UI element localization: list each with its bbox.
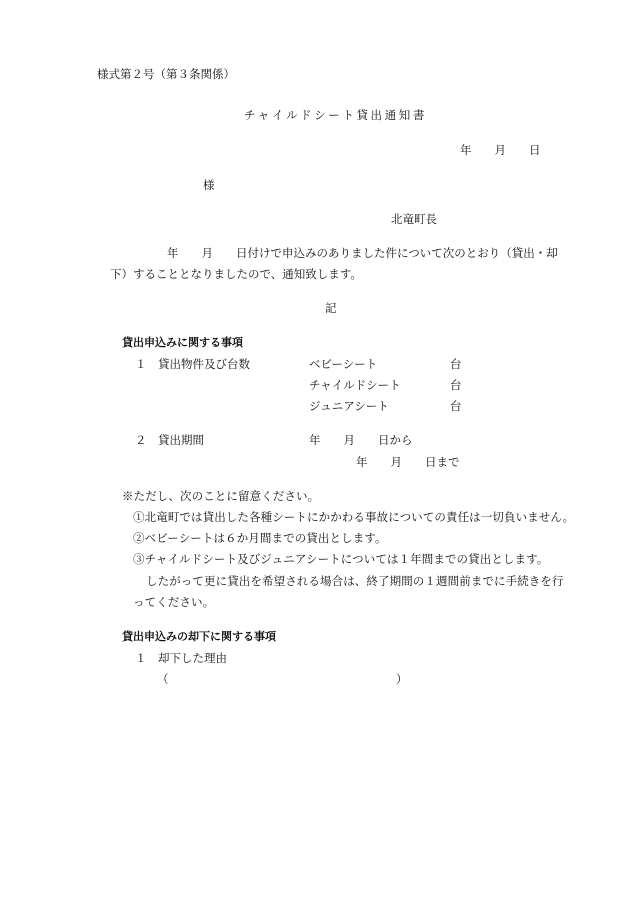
seat-unit-baby: 台	[450, 357, 462, 371]
paren-open: （	[157, 672, 169, 686]
note-3-continued-1: したがって更に貸出を希望される場合は、終了期間の１週間前までに手続きを行	[146, 574, 564, 588]
note-3: ③チャイルドシート及びジュニアシートについては１年間までの貸出とします。	[133, 552, 549, 566]
body-line-2: 下）することとなりましたので、通知致します。	[110, 267, 362, 281]
section2-heading: 貸出申込みの却下に関する事項	[122, 630, 276, 643]
item1-label: １ 貸出物件及び台数	[135, 357, 250, 371]
section1-heading: 貸出申込みに関する事項	[122, 336, 243, 349]
form-number: 様式第２号（第３条関係）	[97, 67, 235, 81]
paren-close: ）	[396, 672, 408, 686]
addressee-honorific: 様	[203, 178, 215, 192]
ki-marker: 記	[325, 301, 337, 315]
seat-name-junior: ジュニアシート	[309, 399, 389, 413]
item2-label: ２ 貸出期間	[135, 433, 204, 447]
note-2: ②ベビーシートは６か月間までの貸出とします。	[133, 531, 387, 545]
seat-name-baby: ベビーシート	[309, 357, 378, 371]
note-3-continued-2: ってください。	[133, 595, 215, 609]
notes-intro: ※ただし、次のことに留意ください。	[122, 489, 320, 503]
date-line: 年 月 日	[460, 143, 541, 157]
document-title: チャイルドシート貸出通知書	[244, 108, 427, 122]
seat-name-child: チャイルドシート	[309, 378, 401, 392]
note-1: ①北竜町では貸出した各種シートにかかわる事故についての責任は一切負いません。	[133, 510, 575, 524]
rejection-reason-label: １ 却下した理由	[135, 651, 227, 665]
seat-unit-child: 台	[450, 378, 462, 392]
period-from: 年 月 日から	[309, 433, 413, 447]
period-to: 年 月 日まで	[356, 455, 460, 469]
seat-unit-junior: 台	[450, 399, 462, 413]
body-line-1: 年 月 日付けで申込みのありました件について次のとおり（貸出・却	[167, 246, 558, 260]
issuer: 北竜町長	[391, 212, 437, 226]
